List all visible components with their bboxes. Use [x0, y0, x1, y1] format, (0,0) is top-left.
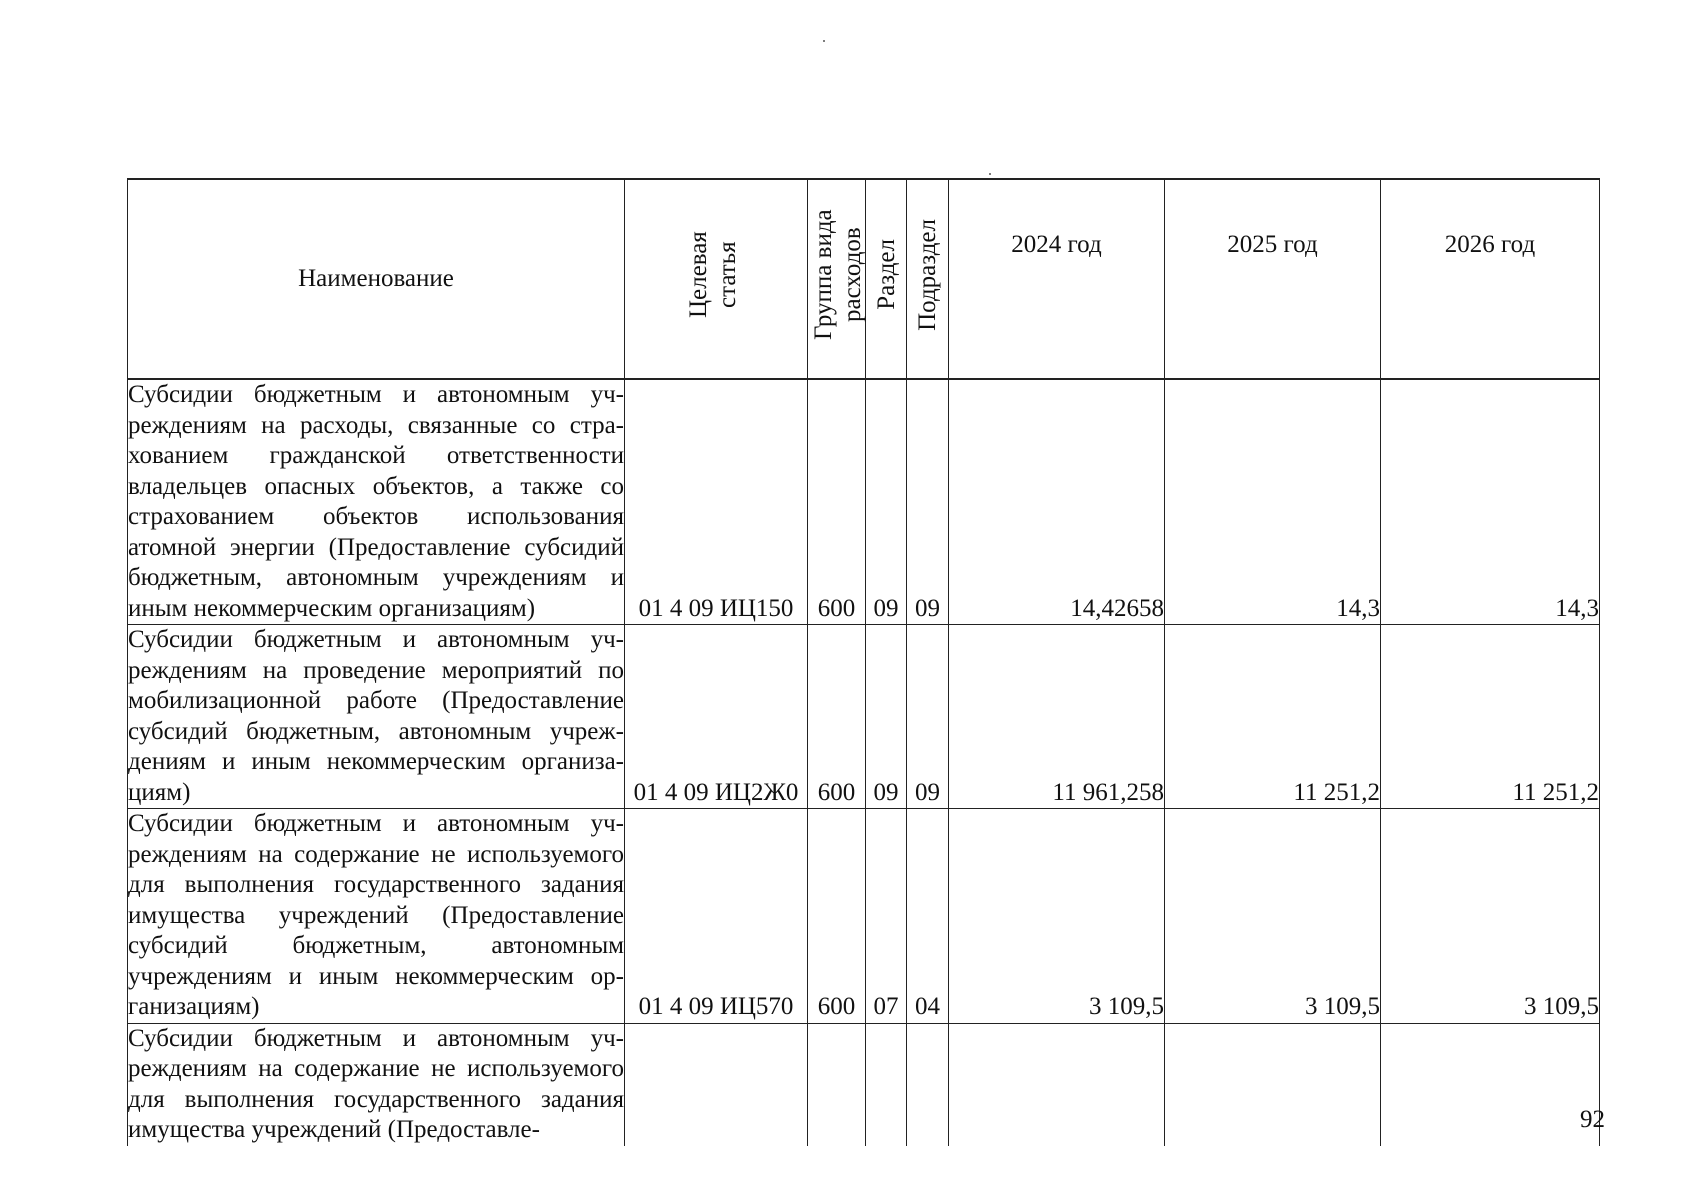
row-value-2026: 11 251,2 — [1381, 625, 1600, 809]
row-name: Субсидии бюджетным и автономным учреждениям на проведение мероприятий по мобилизационной работе (Предоставление субсидий бюджетным, автономным учреждениям и иным некоммерческим организациям) — [128, 625, 625, 809]
row-target-article: 01 4 09 ИЦ150 — [625, 379, 808, 625]
row-expense-group: 600 — [808, 625, 866, 809]
row-target-article: 01 4 09 ИЦ2Ж0 — [625, 625, 808, 809]
row-value-2025 — [1165, 1023, 1381, 1146]
table-row — [128, 809, 1600, 1024]
row-name: Субсидии бюджетным и автономным учреждениям на содержание не используемого для выполнения государственного задания имущества учреждений (Предоставление субсидий бюджетным, автономным учреждениям и иным некоммерческим организациям) — [128, 809, 625, 1024]
row-target-article: 01 4 09 ИЦ570 — [625, 809, 808, 1024]
row-subsection: 04 — [907, 809, 949, 1024]
row-subsection: 09 — [907, 625, 949, 809]
row-value-2025: 14,3 — [1165, 379, 1381, 625]
budget-table — [127, 178, 1600, 1146]
header-section: Раздел — [866, 179, 907, 379]
row-value-2026: 14,3 — [1381, 379, 1600, 625]
row-value-2025: 11 251,2 — [1165, 625, 1381, 809]
header-name: Наименование — [128, 179, 625, 379]
row-subsection — [907, 1023, 949, 1146]
header-2024: 2024 год — [949, 179, 1165, 379]
table-row — [128, 379, 1600, 625]
row-target-article — [625, 1023, 808, 1146]
row-section: 09 — [866, 379, 907, 625]
scan-speck — [989, 173, 991, 175]
header-target-article: Целевая статья — [625, 179, 808, 379]
row-value-2024: 11 961,258 — [949, 625, 1165, 809]
row-section — [866, 1023, 907, 1146]
row-expense-group — [808, 1023, 866, 1146]
row-name: Субсидии бюджетным и автономным учреждениям на расходы, связанные со страхованием гражданской ответственности владельцев опасных объектов, а также со страхованием объектов использования атомной энергии (Предоставление субсидий бюджетным, автономным учреждениям и иным некоммерческим организациям) — [128, 379, 625, 625]
header-subsection: Подраздел — [907, 179, 949, 379]
row-value-2024: 14,42658 — [949, 379, 1165, 625]
row-name: Субсидии бюджетным и автономным учреждениям на содержание не используемого для выполнения государственного задания имущества учреждений (Предоставле- — [128, 1023, 625, 1146]
row-value-2024 — [949, 1023, 1165, 1146]
header-expense-group: Группа вида расходов — [808, 179, 866, 379]
row-section: 07 — [866, 809, 907, 1024]
row-value-2024: 3 109,5 — [949, 809, 1165, 1024]
table-header-row — [128, 179, 1600, 379]
row-section: 09 — [866, 625, 907, 809]
row-expense-group: 600 — [808, 809, 866, 1024]
table-row — [128, 625, 1600, 809]
row-value-2026: 3 109,5 — [1381, 809, 1600, 1024]
page-number: 92 — [1580, 1106, 1605, 1133]
row-value-2025: 3 109,5 — [1165, 809, 1381, 1024]
table-row — [128, 1023, 1600, 1146]
row-expense-group: 600 — [808, 379, 866, 625]
scan-speck — [823, 40, 825, 42]
header-2026: 2026 год — [1381, 179, 1600, 379]
header-2025: 2025 год — [1165, 179, 1381, 379]
row-subsection: 09 — [907, 379, 949, 625]
